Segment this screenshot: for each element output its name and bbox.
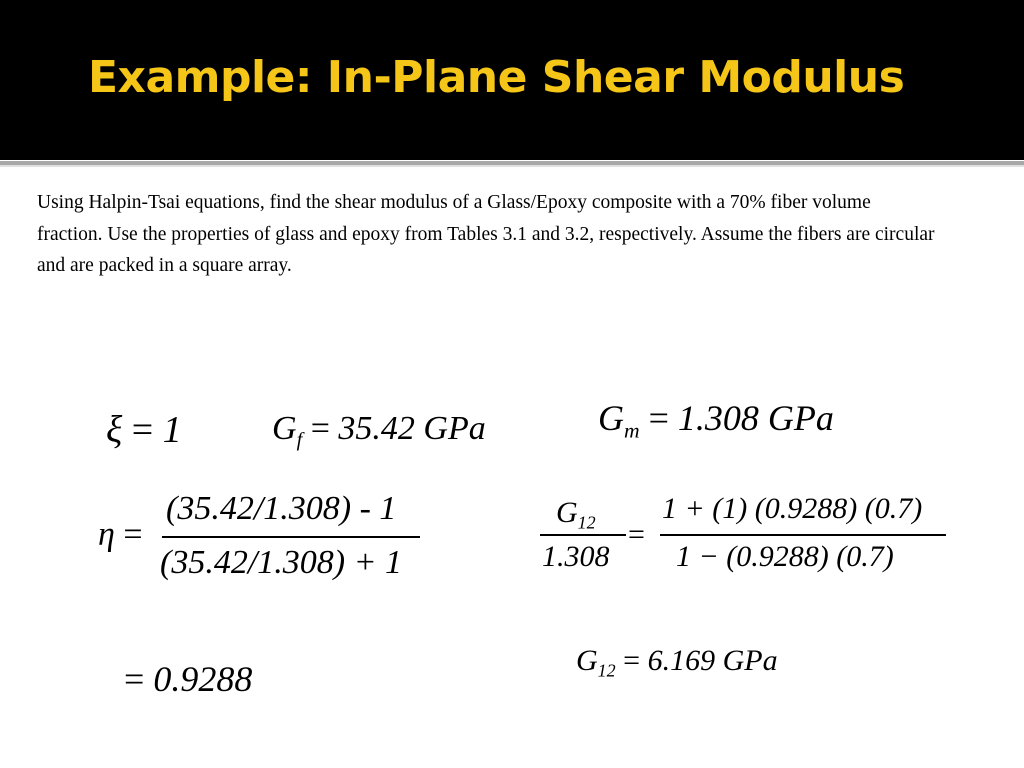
gf-unit: GPa (423, 410, 486, 447)
equals-sign: = (628, 518, 645, 551)
g12-equation (536, 490, 956, 590)
equals-sign: = (310, 410, 330, 447)
slide-title: Example: In-Plane Shear Modulus (88, 52, 905, 103)
g12-lhs-numerator: $G_{12}$ (556, 496, 596, 533)
g12-rhs-denominator: 1 − (0.9288) (0.7) (676, 540, 894, 573)
gf-subscript: f (296, 429, 303, 452)
eta-symbol: η = (98, 516, 143, 553)
gm-symbol: G (598, 398, 624, 438)
gm-unit: GPa (767, 398, 834, 438)
eta-numerator: (35.42/1.308) - 1 (166, 490, 397, 527)
equals-sign: = (623, 644, 641, 677)
xi-equation (106, 408, 182, 452)
eta-result-value: 0.9288 (153, 659, 253, 699)
equals-sign: = (131, 409, 154, 451)
xi-value: 1 (162, 409, 182, 451)
g12-unit: GPa (722, 644, 778, 677)
equals-sign: = (648, 398, 669, 438)
problem-statement: Using Halpin-Tsai equations, find the shear modulus of a Glass/Epoxy composite with a 70% fiber volume fraction. Use the properties of glass and epoxy from Tables 3.1 and 3.2, respectively. Assume the fibers are circular and are packed in a square array. (37, 192, 935, 276)
eta-denominator: (35.42/1.308) + 1 (160, 544, 403, 581)
gf-value: 35.42 (338, 410, 415, 447)
gf-symbol: G (272, 410, 297, 447)
gf-equation (272, 410, 486, 452)
g12-subscript: 12 (597, 660, 616, 681)
g12-lhs-denominator: 1.308 (542, 540, 610, 573)
g12-lhs-fraction-bar (540, 534, 626, 536)
xi-symbol: ξ (106, 409, 123, 451)
equals-sign: = (124, 659, 145, 699)
gm-equation (598, 397, 834, 444)
title-divider-highlight (0, 165, 1024, 167)
g12-value: 6.169 (647, 644, 716, 677)
gm-subscript: m (624, 418, 640, 443)
eta-fraction-bar (162, 536, 420, 538)
eta-equation (98, 488, 438, 588)
g12-result (576, 644, 778, 681)
g12-symbol: G (576, 644, 598, 677)
g12-rhs-fraction-bar (660, 534, 946, 536)
g12-rhs-numerator: 1 + (1) (0.9288) (0.7) (662, 492, 923, 525)
gm-value: 1.308 (677, 398, 759, 438)
eta-result (124, 658, 252, 700)
